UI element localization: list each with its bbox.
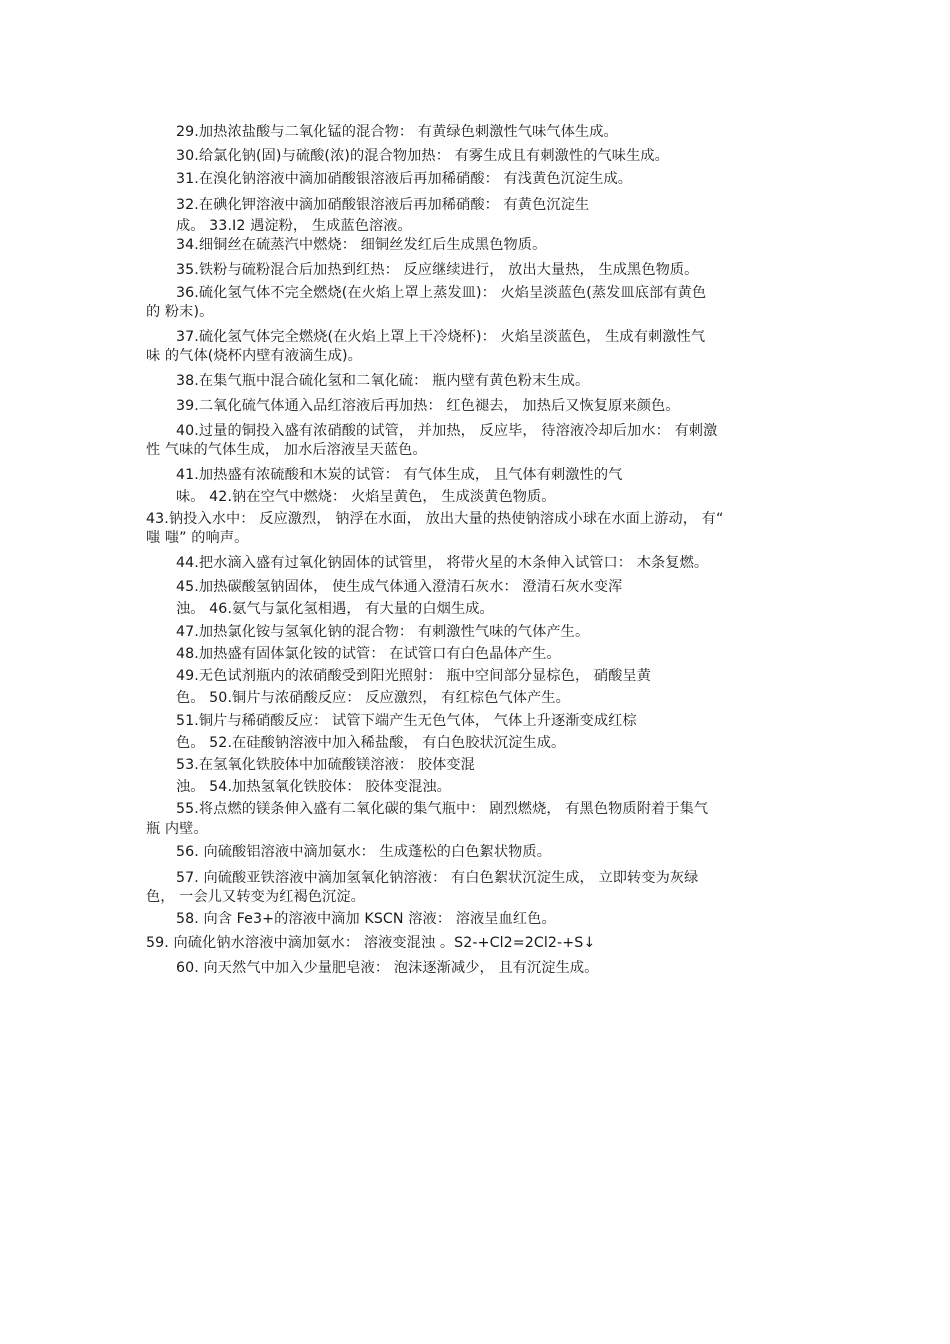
text-line: 55.将点燃的镁条伸入盛有二氧化碳的集气瓶中： 剧烈燃烧， 有黑色物质附着于集气 <box>176 801 709 817</box>
text-line: 性 气味的气体生成， 加水后溶液呈天蓝色。 <box>146 442 427 458</box>
text-line: 59. 向硫化钠水溶液中滴加氨水： 溶液变混浊 。S2-+Cl2=2Cl2-+S↓ <box>146 935 596 951</box>
text-line: 34.细铜丝在硫蒸汽中燃烧： 细铜丝发红后生成黑色物质。 <box>176 237 547 253</box>
text-line: 60. 向天然气中加入少量肥皂液： 泡沫逐渐减少， 且有沉淀生成。 <box>176 960 599 976</box>
text-line: 色。 50.铜片与浓硝酸反应： 反应激烈， 有红棕色气体产生。 <box>176 690 570 706</box>
text-line: 39.二氧化硫气体通入品红溶液后再加热： 红色褪去， 加热后又恢复原来颜色。 <box>176 398 680 414</box>
text-line: 浊。 46.氨气与氯化氢相遇， 有大量的白烟生成。 <box>176 601 494 617</box>
text-line: 45.加热碳酸氢钠固体， 使生成气体通入澄清石灰水： 澄清石灰水变浑 <box>176 579 623 595</box>
text-line: 嗤 嗤” 的响声。 <box>146 530 249 546</box>
text-line: 37.硫化氢气体完全燃烧(在火焰上罩上干冷烧杯)： 火焰呈淡蓝色， 生成有刺激性气 <box>176 329 706 345</box>
text-line: 35.铁粉与硫粉混合后加热到红热： 反应继续进行， 放出大量热， 生成黑色物质。 <box>176 262 699 278</box>
text-line: 32.在碘化钾溶液中滴加硝酸银溶液后再加稀硝酸： 有黄色沉淀生 <box>176 197 590 213</box>
text-line: 51.铜片与稀硝酸反应： 试管下端产生无色气体， 气体上升逐渐变成红棕 <box>176 713 637 729</box>
text-line: 48.加热盛有固体氯化铵的试管： 在试管口有白色晶体产生。 <box>176 646 561 662</box>
text-line: 色， 一会儿又转变为红褐色沉淀。 <box>146 889 365 905</box>
text-line: 40.过量的铜投入盛有浓硝酸的试管， 并加热， 反应毕， 待溶液冷却后加水： 有刺激 <box>176 423 718 439</box>
text-line: 58. 向含 Fe3+的溶液中滴加 KSCN 溶液： 溶液呈血红色。 <box>176 911 556 927</box>
text-line: 36.硫化氢气体不完全燃烧(在火焰上罩上蒸发皿)： 火焰呈淡蓝色(蒸发皿底部有黄色 <box>176 285 707 301</box>
text-line: 30.给氯化钠(固)与硫酸(浓)的混合物加热： 有雾生成且有刺激性的气味生成。 <box>176 148 669 164</box>
text-line: 味。 42.钠在空气中燃烧： 火焰呈黄色， 生成淡黄色物质。 <box>176 489 556 505</box>
text-line: 44.把水滴入盛有过氧化钠固体的试管里， 将带火星的木条伸入试管口： 木条复燃。 <box>176 555 709 571</box>
text-line: 味 的气体(烧杯内壁有液滴生成)。 <box>146 348 362 364</box>
text-line: 的 粉末)。 <box>146 304 214 320</box>
text-line: 色。 52.在硅酸钠溶液中加入稀盐酸， 有白色胶状沉淀生成。 <box>176 735 566 751</box>
text-line: 57. 向硫酸亚铁溶液中滴加氢氧化钠溶液： 有白色絮状沉淀生成， 立即转变为灰绿 <box>176 870 699 886</box>
text-line: 53.在氢氧化铁胶体中加硫酸镁溶液： 胶体变混 <box>176 757 475 773</box>
text-line: 29.加热浓盐酸与二氧化锰的混合物： 有黄绿色刺激性气味气体生成。 <box>176 124 618 140</box>
text-line: 41.加热盛有浓硫酸和木炭的试管： 有气体生成， 且气体有刺激性的气 <box>176 467 623 483</box>
text-line: 49.无色试剂瓶内的浓硝酸受到阳光照射： 瓶中空间部分显棕色， 硝酸呈黄 <box>176 668 651 684</box>
text-line: 浊。 54.加热氢氧化铁胶体： 胶体变混浊。 <box>176 779 451 795</box>
text-line: 56. 向硫酸铝溶液中滴加氨水： 生成蓬松的白色絮状物质。 <box>176 844 551 860</box>
text-line: 瓶 内壁。 <box>146 821 208 837</box>
text-line: 43.钠投入水中： 反应激烈， 钠浮在水面， 放出大量的热使钠溶成小球在水面上游动， 有“ <box>146 511 724 527</box>
text-line: 成。 33.I2 遇淀粉， 生成蓝色溶液。 <box>176 218 412 234</box>
text-line: 47.加热氯化铵与氢氧化钠的混合物： 有刺激性气味的气体产生。 <box>176 624 590 640</box>
text-line: 38.在集气瓶中混合硫化氢和二氧化硫： 瓶内壁有黄色粉末生成。 <box>176 373 590 389</box>
text-line: 31.在溴化钠溶液中滴加硝酸银溶液后再加稀硝酸： 有浅黄色沉淀生成。 <box>176 171 633 187</box>
